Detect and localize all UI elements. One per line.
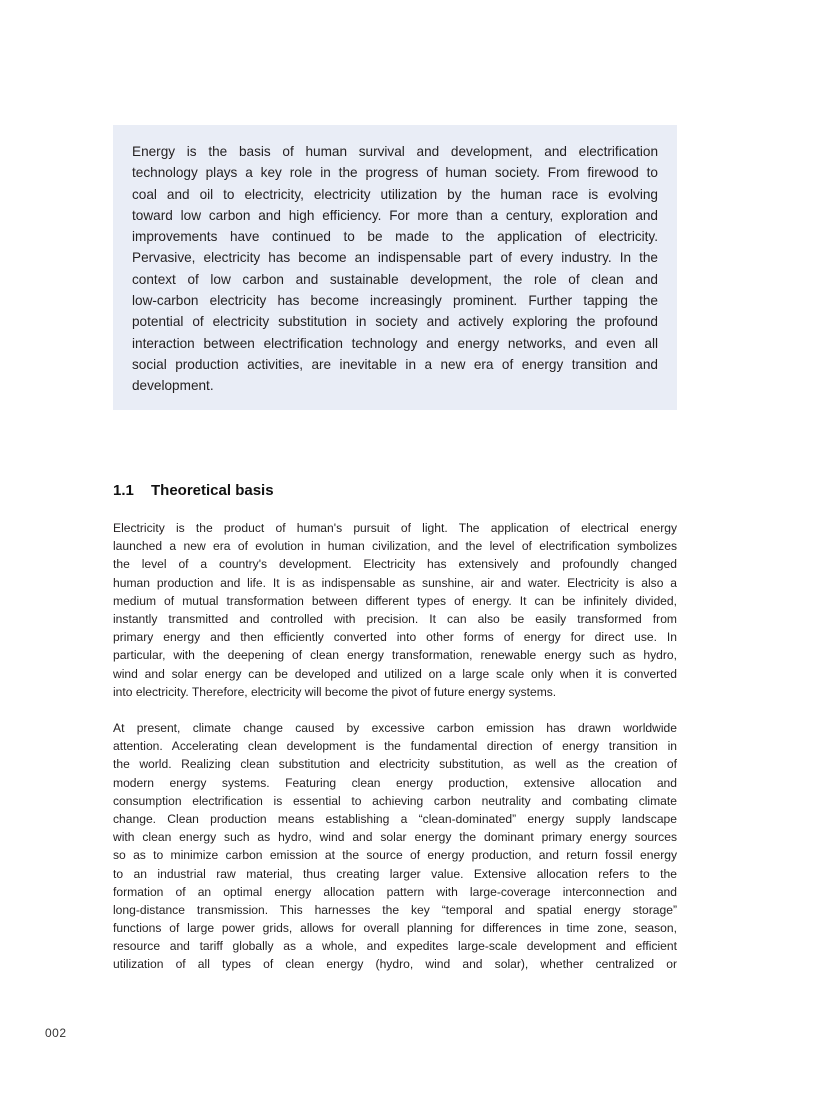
text-line: wind and solar energy can be developed and utilized on a large scale only when it is converted: [113, 666, 677, 681]
text-line: development.: [132, 378, 214, 394]
section-heading: [113, 482, 274, 499]
text-line: the world. Realizing clean substitution and electricity substitution, as well as the creation of: [113, 757, 677, 772]
text-line: particular, with the deepening of clean energy transformation, renewable energy such as hydro,: [113, 648, 677, 663]
text-line: so as to minimize carbon emission at the source of energy production, and return fossil energy: [113, 848, 677, 863]
body-paragraph-2: [113, 719, 677, 974]
text-line: the level of a country's development. Electricity has extensively and profoundly changed: [113, 557, 677, 572]
abstract-text: [132, 141, 658, 397]
text-line: attention. Accelerating clean development is the fundamental direction of energy transition in: [113, 739, 677, 754]
text-line: technology plays a key role in the progress of human society. From firewood to: [132, 165, 658, 181]
text-line: low-carbon electricity has become increasingly prominent. Further tapping the: [132, 293, 658, 309]
abstract-box: [113, 125, 677, 410]
text-line: to an industrial raw material, thus creating larger value. Extensive allocation refers to the: [113, 866, 677, 881]
text-line: At present, climate change caused by excessive carbon emission has drawn worldwide: [113, 721, 677, 735]
text-line: context of low carbon and sustainable development, the role of clean and: [132, 271, 658, 287]
text-line: functions of large power grids, allows for overall planning for differences in time zone, season,: [113, 921, 677, 936]
text-line: change. Clean production means establishing a “clean-dominated” energy supply landscape: [113, 811, 677, 826]
text-line: consumption electrification is essential to achieving carbon neutrality and combating climate: [113, 793, 677, 808]
section-title: Theoretical basis: [151, 482, 274, 499]
text-line: utilization of all types of clean energy (hydro, wind and solar), whether centralized or: [113, 957, 677, 972]
text-line: social production activities, are inevitable in a new era of energy transition and: [132, 356, 658, 372]
text-line: modern energy systems. Featuring clean energy production, extensive allocation and: [113, 775, 677, 790]
text-line: potential of electricity substitution in society and actively exploring the profound: [132, 314, 658, 330]
text-line: instantly transmitted and controlled with precision. It can also be easily transformed from: [113, 611, 677, 626]
text-line: into electricity. Therefore, electricity will become the pivot of future energy systems.: [113, 684, 557, 699]
text-line: with clean energy such as hydro, wind and solar energy the dominant primary energy sources: [113, 830, 677, 845]
body-paragraph-1: [113, 519, 677, 701]
text-line: long-distance transmission. This harnesses the key “temporal and spatial energy storage”: [113, 902, 677, 917]
text-line: Pervasive, electricity has become an indispensable part of every industry. In the: [132, 250, 658, 266]
text-line: interaction between electrification technology and energy networks, and even all: [132, 335, 658, 351]
text-line: Electricity is the product of human's pursuit of light. The application of electrical energy: [113, 521, 677, 535]
text-line: formation of an optimal energy allocation pattern with large-coverage interconnection and: [113, 884, 677, 899]
section-number: 1.1: [113, 482, 134, 499]
text-line: coal and oil to electricity, electricity utilization by the human race is evolving: [132, 186, 658, 202]
text-line: toward low carbon and high efficiency. For more than a century, exploration and: [132, 207, 658, 223]
text-line: resource and tariff globally as a whole, and expedites large-scale development and efficient: [113, 939, 677, 954]
text-line: Energy is the basis of human survival and development, and electrification: [132, 144, 658, 159]
text-line: launched a new era of evolution in human civilization, and the level of electrification symbolizes: [113, 539, 677, 554]
text-line: human production and life. It is as indispensable as sunshine, air and water. Electricity is also a: [113, 575, 677, 590]
text-line: improvements have continued to be made to the application of electricity.: [132, 229, 658, 245]
text-line: primary energy and then efficiently converted into other forms of energy for direct use. In: [113, 630, 677, 645]
page-number: 002: [45, 1026, 67, 1040]
text-line: medium of mutual transformation between different types of energy. It can be infinitely divided,: [113, 593, 677, 608]
